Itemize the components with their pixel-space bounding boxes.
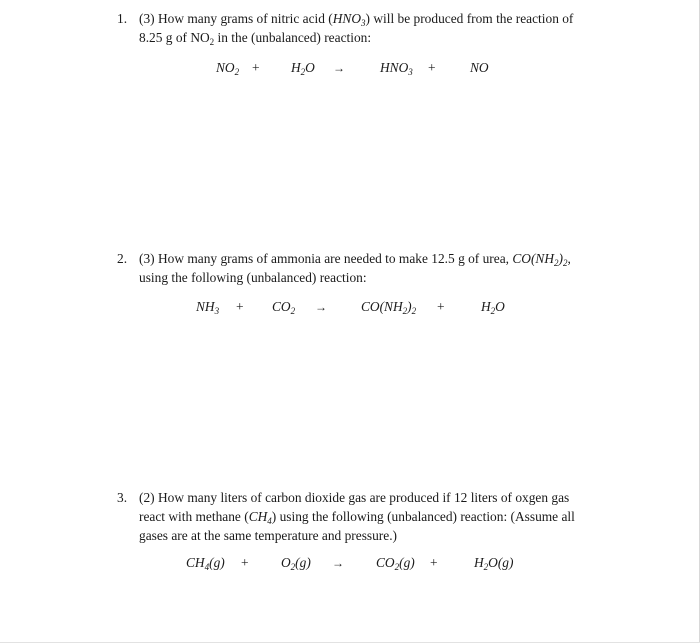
q3-reactant-2: $O_2(g)$ bbox=[281, 555, 311, 572]
question-2-text-b: , bbox=[567, 251, 571, 266]
q1-plus-2: + bbox=[428, 60, 436, 75]
question-3-line1: How many liters of carbon dioxide gas are produced if 12 liters of oxgen gas bbox=[157, 490, 570, 505]
question-3-text bbox=[139, 488, 609, 545]
q1-reactant-1: $NO_2$ bbox=[216, 60, 240, 77]
question-3 bbox=[117, 488, 617, 548]
question-2-text bbox=[139, 249, 609, 287]
q3-product-1: $CO_2(g)$ bbox=[376, 555, 415, 572]
q1-product-1: $HNO_3$ bbox=[380, 60, 413, 77]
question-3-line2-b: ) using the following (unbalanced) reaction: (Assume all bbox=[271, 509, 575, 524]
question-1-inline-formula: $HNO_3$ bbox=[332, 11, 366, 28]
q3-product-2: $H_2O(g)$ bbox=[474, 555, 514, 572]
q2-reactant-2: $CO_2$ bbox=[272, 299, 296, 316]
question-1-text-b: ) will be produced from the reaction of bbox=[365, 11, 574, 26]
question-3-line3: gases are at the same temperature and pressure.) bbox=[139, 528, 398, 543]
question-2-points: (3) bbox=[139, 251, 155, 266]
question-1-line2-sub: 2 bbox=[209, 37, 215, 47]
question-1-text bbox=[139, 9, 609, 47]
question-3-line2-a: react with methane ( bbox=[139, 509, 249, 524]
q2-plus-2: + bbox=[437, 299, 445, 314]
question-2-number: 2. bbox=[117, 251, 128, 266]
q2-product-2: $H_2O$ bbox=[481, 299, 505, 316]
q2-product-1: $CO(NH_2)_2$ bbox=[361, 299, 417, 316]
question-2-equation bbox=[0, 298, 700, 318]
question-3-number: 3. bbox=[117, 490, 128, 505]
q3-reaction-arrow: → bbox=[332, 556, 344, 570]
q2-plus-1: + bbox=[236, 299, 244, 314]
question-3-points: (2) bbox=[139, 490, 155, 505]
question-1-line2-b: in the (unbalanced) reaction: bbox=[214, 30, 372, 45]
question-1 bbox=[117, 9, 617, 49]
question-2-inline-formula: $CO(NH_2)_2$ bbox=[512, 251, 568, 268]
q1-reactant-2: $H_2O$ bbox=[291, 60, 315, 77]
question-2-text-a: How many grams of ammonia are needed to make 12.5 g of urea, bbox=[157, 251, 513, 266]
question-3-equation bbox=[0, 554, 700, 574]
question-3-inline-formula: $CH_4$ bbox=[248, 509, 272, 526]
question-2-line2: using the following (unbalanced) reaction: bbox=[139, 270, 367, 285]
question-1-number: 1. bbox=[117, 11, 128, 26]
q1-reaction-arrow: → bbox=[333, 61, 345, 75]
q2-reactant-1: $NH_3$ bbox=[196, 299, 220, 316]
question-1-text-a: How many grams of nitric acid ( bbox=[157, 11, 333, 26]
q3-plus-1: + bbox=[241, 555, 249, 570]
question-1-points: (3) bbox=[139, 11, 155, 26]
q2-reaction-arrow: → bbox=[315, 300, 327, 314]
question-1-equation bbox=[0, 59, 700, 79]
question-1-line2-a: 8.25 g of NO bbox=[139, 30, 210, 45]
q1-plus-1: + bbox=[252, 60, 260, 75]
q3-reactant-1: $CH_4(g)$ bbox=[186, 555, 225, 572]
q3-plus-2: + bbox=[430, 555, 438, 570]
q1-product-2: NO bbox=[470, 60, 489, 75]
question-2 bbox=[117, 249, 617, 289]
